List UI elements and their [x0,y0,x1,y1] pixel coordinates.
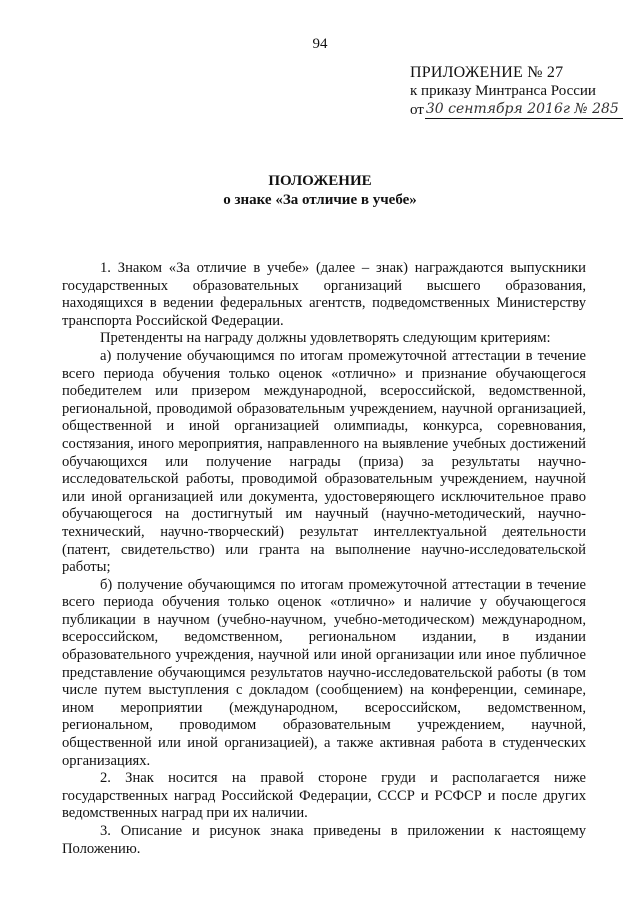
paragraph-3: 3. Описание и рисунок знака приведены в приложении к настоящему Положению. [62,823,586,857]
title-line-1: ПОЛОЖЕНИЕ [268,173,372,189]
paragraph-criterion-a: а) получение обучающимся по итогам промежуточной аттестации в течение всего периода обучения только оценок «отлично» и признание обучающегося победителем или призером международной, всероссийской, ведомственной, региональной, проводимой образовательным учреждением, научной организацией, общественной и иной организацией олимпиады, конкурса, соревнования, состязания, иного мероприятия, направленного на выявление учебных достижений обучающихся или получение награды (приза) за результаты научно-исследовательской работы, проводимой образовательным учреждением, научной или иной организацией или документа, удостоверяющего исключительное право обучающегося на достигнутый им научный (научно-методический, научно-технический, научно-творческий) результат интеллектуальной деятельности (патент, свидетельство) или гранта на выполнение научно-исследовательской работы; [62,347,586,576]
handwritten-date-number: 30 сентября 2016г № 285 [425,100,623,119]
paragraph-criterion-b: б) получение обучающимся по итогам промежуточной аттестации в течение всего периода обучения только оценок «отлично» и наличие у обучающегося публикации в научном (учебно-научном, учебно-методическом) международном, всероссийском, ведомственном, региональном издании, в издании образовательного учреждения, научной или иной организации или иное публичное представление обучающимся результатов научно-исследовательской работы (в том числе путем выступления с докладом (сообщением) на конференции, семинаре, ином мероприятии (международном, всероссийском, ведомственном, региональном, проводимом образовательным учреждением, научной, общественной или иной организацией), а также активная работа в студенческих организациях. [62,576,586,769]
paragraph-1: 1. Знаком «За отличие в учебе» (далее – знак) награждаются выпускники государственных образовательных организаций высшего образования, находящихся в ведении федеральных агентств, подведомственных Министерству транспорта Российской Федерации. [62,260,586,329]
paragraph-criteria-intro: Претенденты на награду должны удовлетворять следующим критериям: [100,330,551,347]
appendix-title: ПРИЛОЖЕНИЕ № 27 [410,64,564,81]
document-body [62,260,586,858]
page-number: 94 [312,36,328,52]
date-prefix: от [410,102,424,118]
paragraph-2: 2. Знак носится на правой стороне груди и располагается ниже государственных наград Российской Федерации, СССР и РСФСР и после других ведомственных наград при их наличии. [62,770,586,822]
document-title [0,172,640,210]
order-reference: к приказу Минтранса России [410,83,596,99]
title-line-2: о знаке «За отличие в учебе» [223,192,417,208]
order-date-line [410,100,623,119]
appendix-header [410,64,623,119]
